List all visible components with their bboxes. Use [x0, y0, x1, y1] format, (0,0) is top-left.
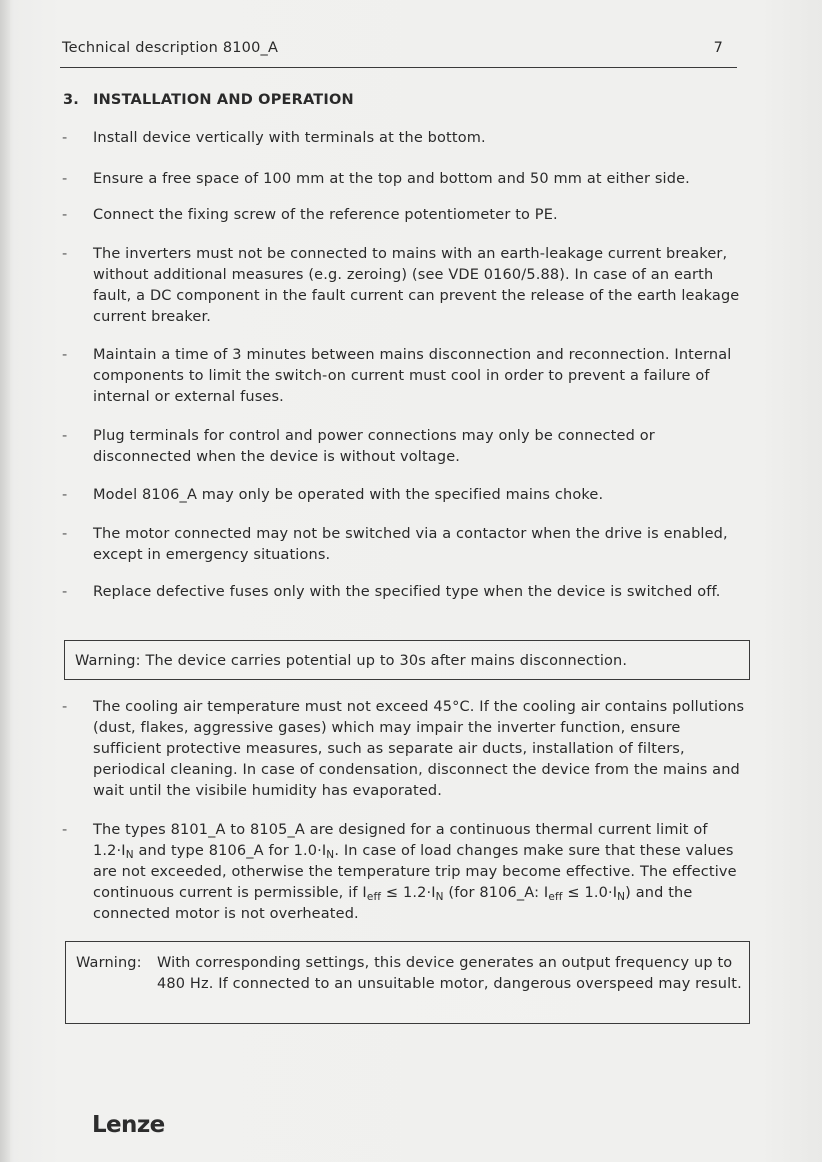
list-item-text: Plug terminals for control and power connections may only be connected or disconnected when the device is without voltage.: [93, 428, 655, 465]
list-item: [62, 345, 752, 408]
list-item: [62, 205, 752, 226]
warning-box: [64, 640, 750, 680]
list-item: [62, 244, 752, 328]
list-item: [62, 697, 752, 802]
list-dash: -: [62, 171, 68, 187]
list-dash: -: [62, 822, 68, 838]
list-item-text: The cooling air temperature must not exceed 45°C. If the cooling air contains pollutions (dust, flakes, aggressive gases) which may impair the inverter function, ensure sufficient protective measures, such as separate air ducts, installation of filters, periodical cleaning. In case of condensation, disconnect the device from the mains and wait until the visibile humidity has evaporated.: [93, 699, 745, 799]
list-item: [62, 426, 752, 468]
list-dash: -: [62, 428, 68, 444]
list-dash: -: [62, 487, 68, 503]
list-item-text: The motor connected may not be switched via a contactor when the drive is enabled, except in emergency situations.: [93, 526, 728, 563]
list-dash: -: [62, 130, 68, 146]
list-item-text: Model 8106_A may only be operated with the specified mains choke.: [93, 487, 604, 503]
list-dash: -: [62, 207, 68, 223]
list-item: [62, 485, 752, 506]
list-dash: -: [62, 699, 68, 715]
warning-label: Warning:: [76, 955, 142, 971]
list-item-text: The types 8101_A to 8105_A are designed for a continuous thermal current limit of $1.2\cdot I_N$ and type 8106_A for $1.0\cdot I_N$. In case of load changes make sure that these values are not exceeded, otherwise the temperature trip may become effective. The effective continuous current is permissible, if $I_{eff} \le 1.2\cdot I_N$ (for 8106_A: $I_{eff} \le 1.0\cdot I_N$) and the connected motor is not overheated.: [93, 822, 737, 922]
list-item: [62, 820, 752, 925]
section-number: 3.: [63, 92, 79, 108]
list-dash: -: [62, 584, 68, 600]
warning-box: [65, 941, 750, 1024]
list-item: [62, 169, 752, 190]
list-item: [62, 128, 752, 149]
warning-text: Warning: The device carries potential up to 30s after mains disconnection.: [75, 653, 628, 669]
warning-text: With corresponding settings, this device generates an output frequency up to 480 Hz. If connected to an unsuitable motor, dangerous overspeed may result.: [157, 955, 742, 992]
list-item: [62, 582, 752, 603]
page-number: 7: [713, 40, 723, 56]
list-dash: -: [62, 347, 68, 363]
list-dash: -: [62, 526, 68, 542]
list-item-text: Replace defective fuses only with the specified type when the device is switched off.: [93, 584, 721, 600]
list-item-text: The inverters must not be connected to mains with an earth-leakage current breaker, without additional measures (e.g. zeroing) (see VDE 0160/5.88). In case of an earth fault, a DC component in the fault current can prevent the release of the earth leakage current breaker.: [93, 246, 740, 325]
list-item-text: Connect the fixing screw of the reference potentiometer to PE.: [93, 207, 558, 223]
list-item-text: Ensure a free space of 100 mm at the top and bottom and 50 mm at either side.: [93, 171, 690, 187]
list-item: [62, 524, 752, 566]
section-heading: [63, 92, 354, 108]
list-item-text: Maintain a time of 3 minutes between mains disconnection and reconnection. Internal components to limit the switch-on current must cool in order to prevent a failure of internal or external fuses.: [93, 347, 732, 405]
lenze-logo: Lenze: [92, 1112, 165, 1138]
header-rule: [60, 67, 737, 68]
page-binding-edge: [0, 0, 10, 1162]
section-title: INSTALLATION AND OPERATION: [93, 92, 354, 108]
page-header: [62, 40, 737, 64]
list-item-text: Install device vertically with terminals at the bottom.: [93, 130, 486, 146]
header-title: Technical description 8100_A: [62, 40, 279, 56]
list-dash: -: [62, 246, 68, 262]
